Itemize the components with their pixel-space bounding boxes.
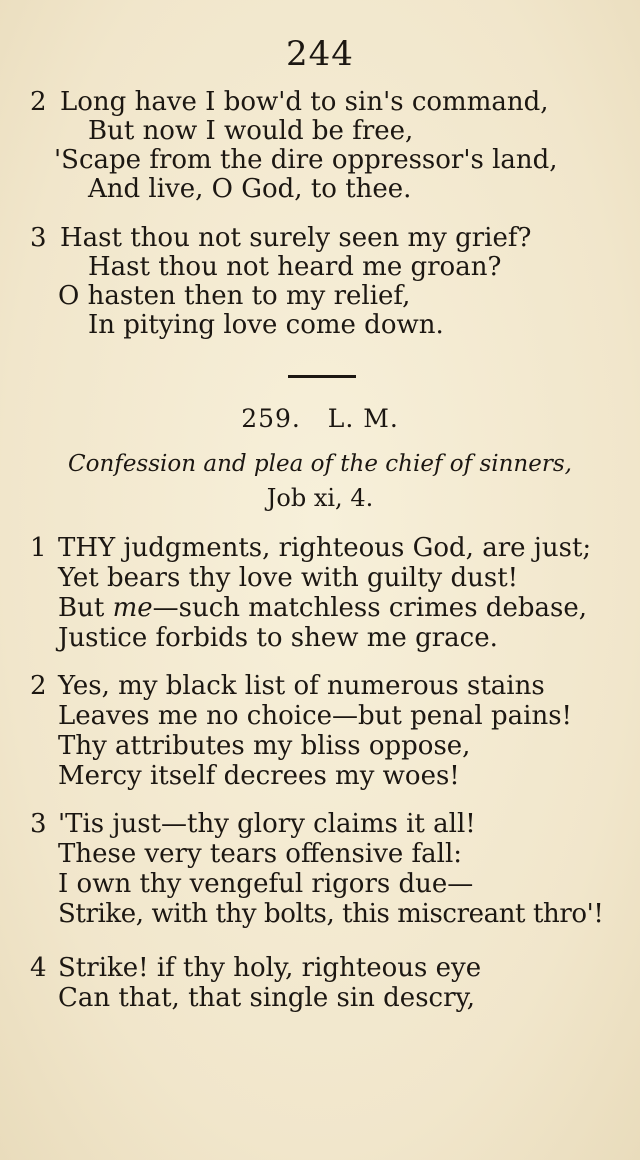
line-rest: —such matchless crimes debase,	[152, 593, 587, 623]
stanza-number: 2	[30, 87, 47, 117]
stanza-number: 4	[30, 953, 47, 983]
verse-line: 'Scape from the dire oppressor's land,	[54, 145, 558, 175]
emphasized-word: me	[112, 593, 153, 623]
verse-line: I own thy vengeful rigors due—	[58, 869, 474, 899]
verse-line: In pitying love come down.	[88, 310, 444, 340]
verse-line: O hasten then to my relief,	[58, 281, 411, 311]
verse-line: Long have I bow'd to sin's command,	[60, 87, 549, 117]
line-prefix: But	[58, 593, 113, 623]
verse-line-emphasis	[58, 594, 587, 623]
verse-line: Hast thou not heard me groan?	[88, 252, 502, 282]
hymn-heading: 259. L. M.	[241, 404, 399, 433]
hymn-subtitle: Confession and plea of the chief of sinners,	[68, 451, 572, 477]
page-number: 244	[286, 34, 354, 74]
stanza-number: 3	[30, 223, 47, 253]
stanza-number: 1	[30, 533, 47, 563]
scripture-reference: Job xi, 4.	[266, 484, 374, 512]
verse-line: These very tears offensive fall:	[58, 839, 463, 869]
verse-line: Yes, my black list of numerous stains	[58, 671, 545, 701]
verse-line: Strike, with thy bolts, this miscreant thro'!	[58, 899, 604, 929]
verse-line: Leaves me no choice—but penal pains!	[58, 701, 572, 731]
verse-line: Thy attributes my bliss oppose,	[58, 731, 471, 761]
section-divider	[288, 375, 356, 378]
verse-line: Justice forbids to shew me grace.	[58, 623, 498, 653]
verse-line: THY judgments, righteous God, are just;	[58, 533, 592, 563]
verse-line: Strike! if thy holy, righteous eye	[58, 953, 482, 983]
verse-line: Yet bears thy love with guilty dust!	[58, 563, 519, 593]
stanza-number: 2	[30, 671, 47, 701]
stanza-number: 3	[30, 809, 47, 839]
verse-line: Can that, that single sin descry,	[58, 983, 476, 1013]
verse-line: 'Tis just—thy glory claims it all!	[58, 809, 476, 839]
verse-line: And live, O God, to thee.	[88, 174, 412, 204]
verse-line: Hast thou not surely seen my grief?	[60, 223, 532, 253]
verse-line: But now I would be free,	[88, 116, 414, 146]
verse-line: Mercy itself decrees my woes!	[58, 761, 460, 791]
